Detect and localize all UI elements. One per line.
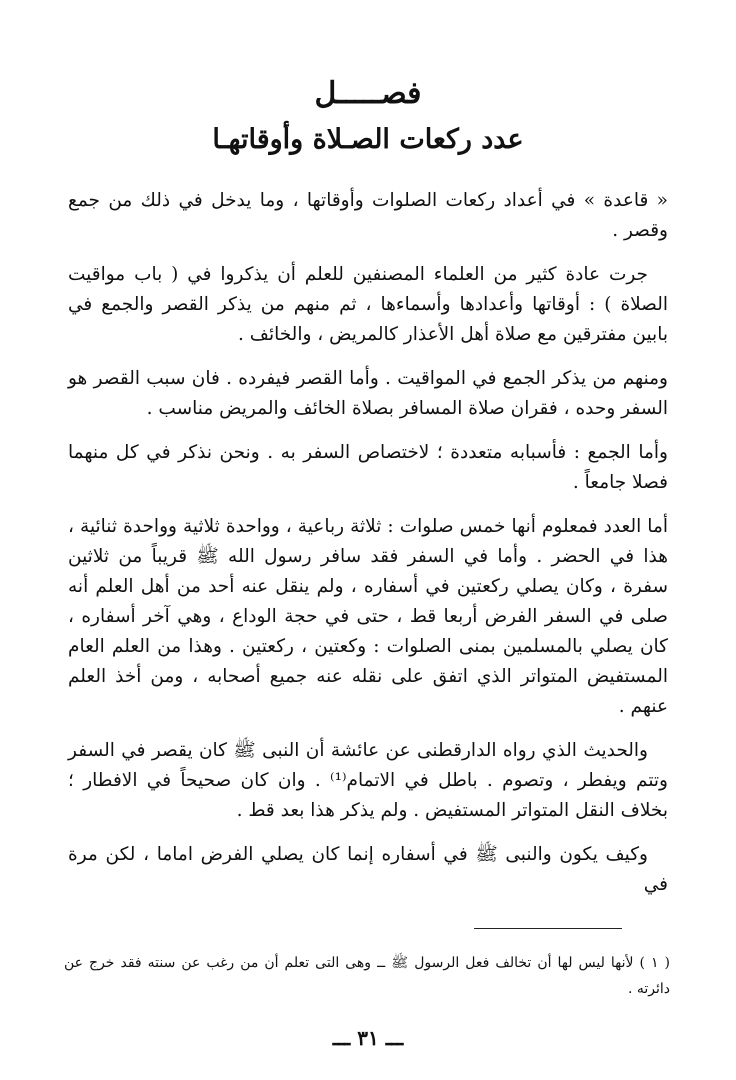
paragraph-5: أما العدد فمعلوم أنها خمس صلوات : ثلاثة رباعية ، وواحدة ثلاثية وواحدة ثنائية ، هذا في الحضر . وأما في السفر فقد سافر رسول الله ﷺ قريباً من ثلاثين سفرة ، وكان يصلي ركعتين في أسفاره ، ولم ينقل عنه أحد من أهل العلم أنه صلى في السفر الفرض أربعا قط ، حتى في حجة الوداع ، وهي آخر أسفاره ، كان يصلي بالمسلمين بمنى الصلوات : وكعتين ، ركعتين . وهذا من العلم العام المستفيض المتواتر الذي اتفق على نقله عنه جميع أصحابه ، ومن أخذ العلم عنهم . bbox=[68, 516, 668, 717]
section-title: فصـــــل bbox=[314, 76, 422, 111]
section-subtitle: عدد ركعات الصـلاة وأوقاتهـا bbox=[212, 124, 524, 155]
body-text bbox=[68, 186, 668, 914]
paragraph-6: والحديث الذي رواه الدارقطنى عن عائشة أن النبى ﷺ كان يقصر في السفر وتتم ويفطر ، وتصوم . باطل في الاتمام⁽¹⁾ . وان كان صحيحاً في الافطار ؛ بخلاف النقل المتواتر المستفيض . ولم يذكر هذا بعد قط . bbox=[68, 740, 668, 821]
paragraph-4: وأما الجمع : فأسبابه متعددة ؛ لاختصاص السفر به . ونحن نذكر في كل منهما فصلا جامعاً . bbox=[68, 442, 668, 493]
footnote: ( ١ ) لأنها ليس لها أن تخالف فعل الرسول ﷺ ــ وهى التى تعلم أن من رغب عن سنته فقد خرج عن دائرته . bbox=[64, 955, 670, 997]
paragraph-2: جرت عادة كثير من العلماء المصنفين للعلم أن يذكروا في ( باب مواقيت الصلاة ) : أوقاتها وأعدادها وأسماءها ، ثم منهم من يذكر القصر والجمع في بابين مفترقين مع صلاة أهل الأعذار كالمريض ، والخائف . bbox=[68, 264, 668, 345]
paragraph-1: « قاعدة » في أعداد ركعات الصلوات وأوقاتها ، وما يدخل في ذلك من جمع وقصر . bbox=[68, 190, 668, 241]
paragraph-7: وكيف يكون والنبى ﷺ في أسفاره إنما كان يصلي الفرض اماما ، لكن مرة في bbox=[68, 844, 668, 895]
page-number: ـــ ٣١ ـــ bbox=[332, 1026, 404, 1050]
paragraph-3: ومنهم من يذكر الجمع في المواقيت . وأما القصر فيفرده . فان سبب القصر هو السفر وحده ، فقران صلاة المسافر بصلاة الخائف والمريض مناسب . bbox=[68, 368, 668, 419]
footnote-divider bbox=[474, 928, 622, 929]
